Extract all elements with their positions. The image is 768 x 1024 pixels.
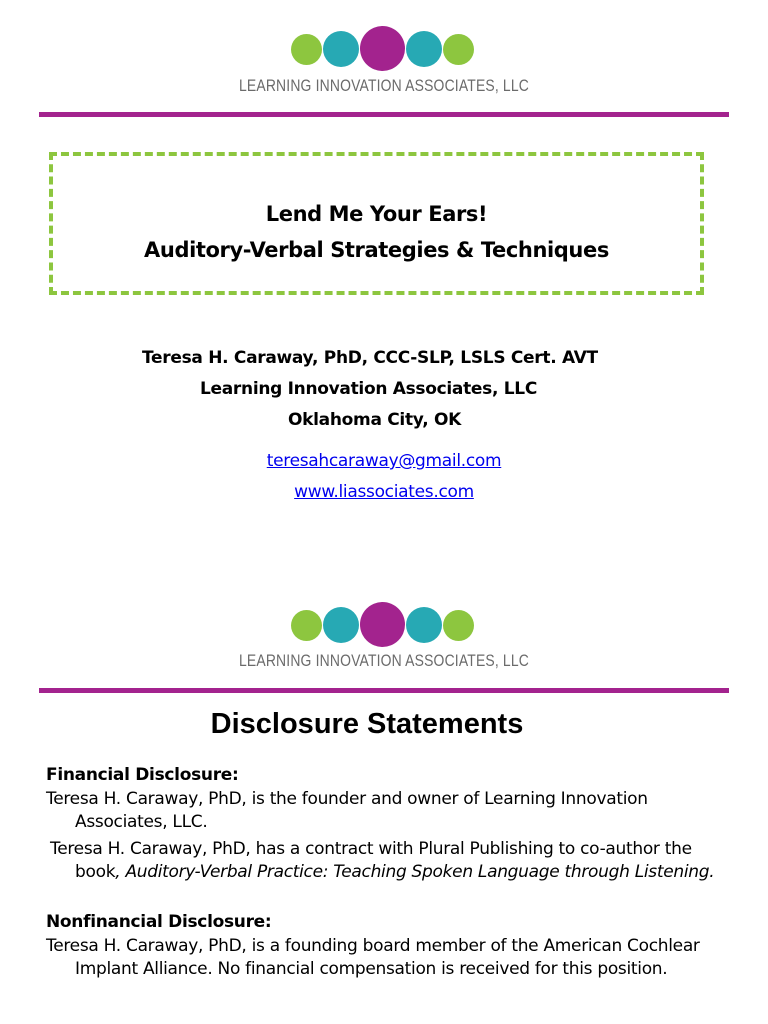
- company-logo: [0, 26, 768, 106]
- logo-dot: [443, 610, 474, 641]
- website-link[interactable]: www.liassociates.com: [294, 482, 474, 502]
- financial-paragraph-2-text: Teresa H. Caraway, PhD, has a contract with Plural Publishing to co-author the book: [50, 839, 692, 882]
- logo-dot: [360, 602, 405, 647]
- presentation-subtitle: Auditory-Verbal Strategies & Techniques: [144, 238, 609, 262]
- logo-dots: [0, 602, 768, 652]
- disclosure-body: [46, 764, 726, 981]
- logo-dot: [360, 26, 405, 71]
- author-block: [0, 343, 768, 436]
- logo-text: LEARNING INNOVATION ASSOCIATES, LLC: [238, 76, 530, 95]
- logo-dot: [323, 31, 359, 67]
- author-name: Teresa H. Caraway, PhD, CCC-SLP, LSLS Cert. AVT: [142, 348, 598, 368]
- company-logo: [0, 602, 768, 682]
- financial-heading: Financial Disclosure:: [46, 765, 239, 785]
- divider-rule: [39, 688, 729, 693]
- disclosure-slide: [0, 578, 768, 1024]
- logo-dot: [323, 607, 359, 643]
- author-organization: Learning Innovation Associates, LLC: [200, 379, 537, 399]
- financial-paragraph-1: Teresa H. Caraway, PhD, is the founder and owner of Learning Innovation Associates, LLC.: [46, 789, 648, 832]
- logo-dot: [291, 34, 322, 65]
- contact-links: [0, 446, 768, 508]
- slide-title: Disclosure Statements: [210, 708, 524, 740]
- author-location: Oklahoma City, OK: [288, 410, 462, 430]
- book-title: , Auditory-Verbal Practice: Teaching Spoken Language through Listening.: [115, 862, 715, 882]
- logo-dot: [291, 610, 322, 641]
- logo-dot: [406, 31, 442, 67]
- divider-rule: [39, 112, 729, 117]
- logo-dot: [406, 607, 442, 643]
- logo-text: LEARNING INNOVATION ASSOCIATES, LLC: [238, 651, 530, 670]
- email-link[interactable]: teresahcaraway@gmail.com: [266, 451, 502, 471]
- nonfinancial-heading: Nonfinancial Disclosure:: [46, 912, 272, 932]
- logo-dots: [0, 26, 768, 76]
- title-box: [49, 152, 704, 295]
- financial-paragraph-2: [46, 838, 726, 884]
- presentation-title: Lend Me Your Ears!: [265, 202, 488, 226]
- nonfinancial-paragraph-1: Teresa H. Caraway, PhD, is a founding board member of the American Cochlear Implant Alliance. No financial compensation is received for this position.: [46, 936, 700, 979]
- logo-dot: [443, 34, 474, 65]
